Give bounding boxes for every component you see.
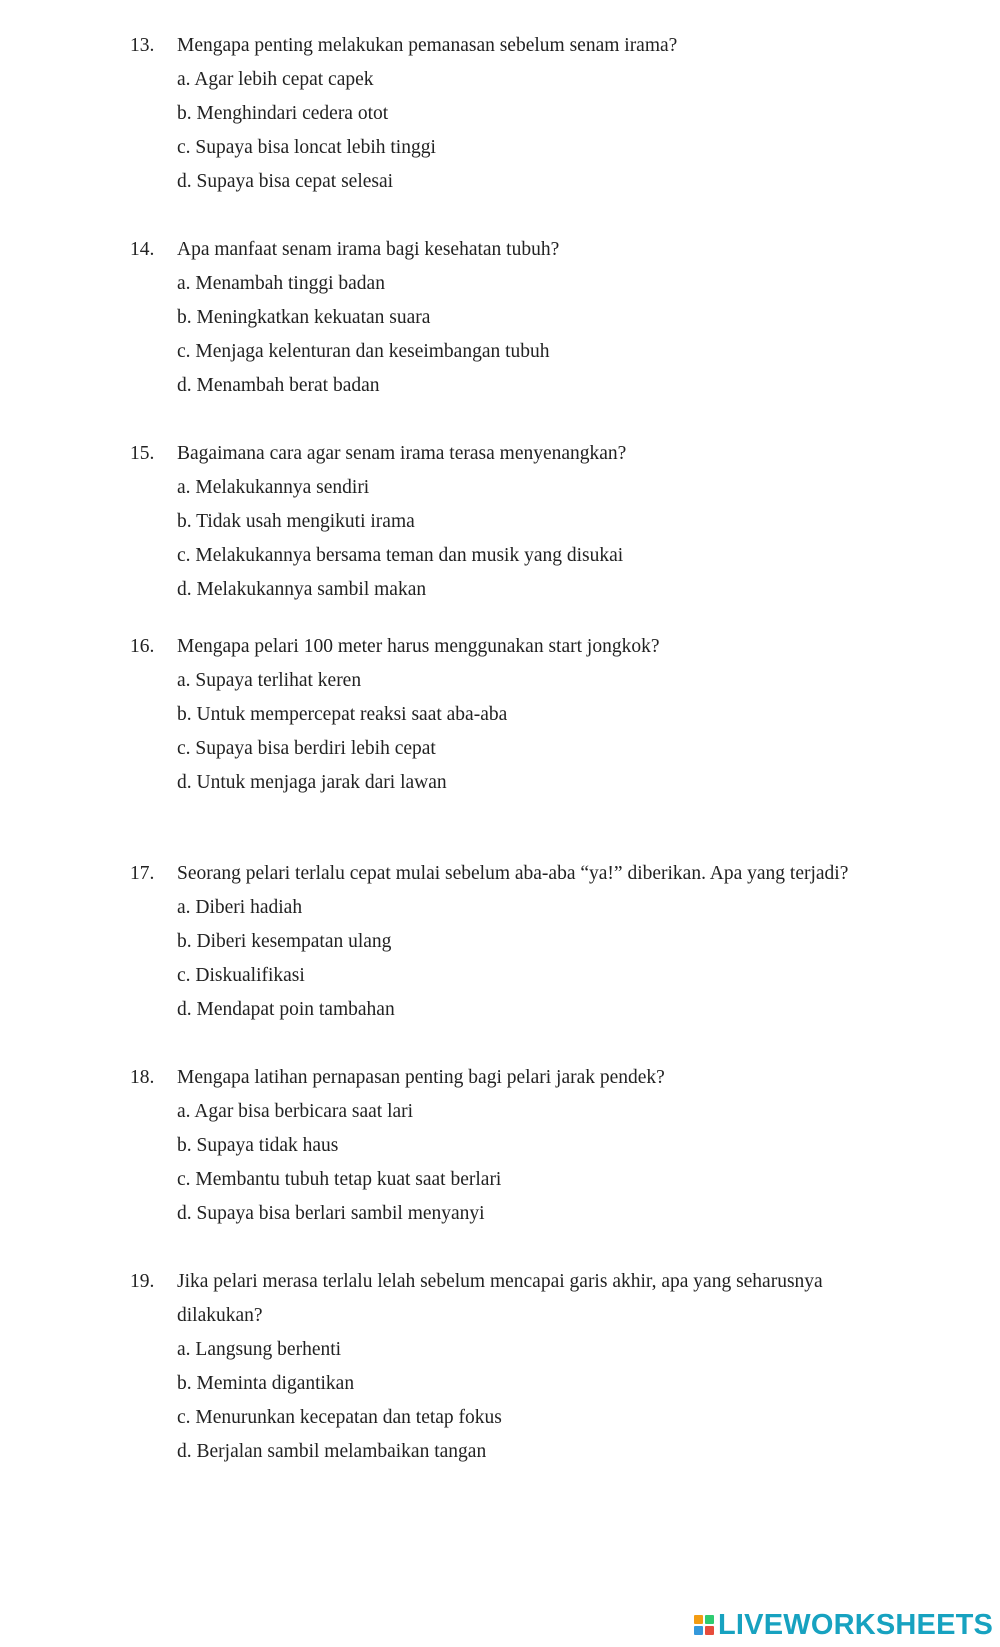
question-number: 15. xyxy=(130,443,155,464)
answer-option[interactable]: c. Diskualifikasi xyxy=(177,965,305,986)
question-number: 19. xyxy=(130,1271,155,1292)
answer-option[interactable]: c. Supaya bisa berdiri lebih cepat xyxy=(177,738,436,759)
question-number: 13. xyxy=(130,35,155,56)
answer-option[interactable]: a. Menambah tinggi badan xyxy=(177,273,385,294)
answer-option[interactable]: b. Supaya tidak haus xyxy=(177,1135,339,1156)
question-number: 16. xyxy=(130,636,155,657)
answer-option[interactable]: b. Meningkatkan kekuatan suara xyxy=(177,307,431,328)
answer-option[interactable]: b. Diberi kesempatan ulang xyxy=(177,931,392,952)
question-text: Seorang pelari terlalu cepat mulai sebelum aba-aba “ya!” diberikan. Apa yang terjadi? xyxy=(177,863,849,884)
answer-option[interactable]: c. Menurunkan kecepatan dan tetap fokus xyxy=(177,1407,502,1428)
answer-option[interactable]: c. Melakukannya bersama teman dan musik yang disukai xyxy=(177,545,624,566)
answer-option[interactable]: a. Agar bisa berbicara saat lari xyxy=(177,1101,414,1122)
answer-option[interactable]: d. Supaya bisa cepat selesai xyxy=(177,171,394,192)
question-text: Jika pelari merasa terlalu lelah sebelum mencapai garis akhir, apa yang seharusnya dilakukan? xyxy=(177,1271,823,1326)
answer-option[interactable]: b. Untuk mempercepat reaksi saat aba-aba xyxy=(177,704,508,725)
answer-option[interactable]: a. Diberi hadiah xyxy=(177,897,303,918)
question-number: 14. xyxy=(130,239,155,260)
question-text: Bagaimana cara agar senam irama terasa menyenangkan? xyxy=(177,443,627,464)
question-text: Mengapa penting melakukan pemanasan sebelum senam irama? xyxy=(177,35,678,56)
answer-option[interactable]: a. Langsung berhenti xyxy=(177,1339,342,1360)
question-number: 17. xyxy=(130,863,155,884)
answer-option[interactable]: c. Menjaga kelenturan dan keseimbangan tubuh xyxy=(177,341,550,362)
question-text: Mengapa pelari 100 meter harus menggunakan start jongkok? xyxy=(177,636,660,657)
question-text: Mengapa latihan pernapasan penting bagi pelari jarak pendek? xyxy=(177,1067,665,1088)
answer-option[interactable]: a. Agar lebih cepat capek xyxy=(177,69,374,90)
answer-option[interactable]: d. Supaya bisa berlari sambil menyanyi xyxy=(177,1203,485,1224)
answer-option[interactable]: b. Tidak usah mengikuti irama xyxy=(177,511,415,532)
answer-option[interactable]: b. Meminta digantikan xyxy=(177,1373,355,1394)
answer-option[interactable]: d. Menambah berat badan xyxy=(177,375,380,396)
answer-option[interactable]: d. Mendapat poin tambahan xyxy=(177,999,395,1020)
answer-option[interactable]: a. Melakukannya sendiri xyxy=(177,477,370,498)
question-number: 18. xyxy=(130,1067,155,1088)
answer-option[interactable]: d. Melakukannya sambil makan xyxy=(177,579,427,600)
answer-option[interactable]: c. Membantu tubuh tetap kuat saat berlari xyxy=(177,1169,502,1190)
liveworksheets-logo[interactable] xyxy=(694,1610,993,1640)
logo-blocks-icon xyxy=(694,1615,714,1635)
answer-option[interactable]: d. Berjalan sambil melambaikan tangan xyxy=(177,1441,487,1462)
answer-option[interactable]: b. Menghindari cedera otot xyxy=(177,103,389,124)
question-text: Apa manfaat senam irama bagi kesehatan tubuh? xyxy=(177,239,560,260)
answer-option[interactable]: a. Supaya terlihat keren xyxy=(177,670,362,691)
answer-option[interactable]: c. Supaya bisa loncat lebih tinggi xyxy=(177,137,436,158)
answer-option[interactable]: d. Untuk menjaga jarak dari lawan xyxy=(177,772,447,793)
logo-text: LIVEWORKSHEETS xyxy=(718,1608,994,1641)
